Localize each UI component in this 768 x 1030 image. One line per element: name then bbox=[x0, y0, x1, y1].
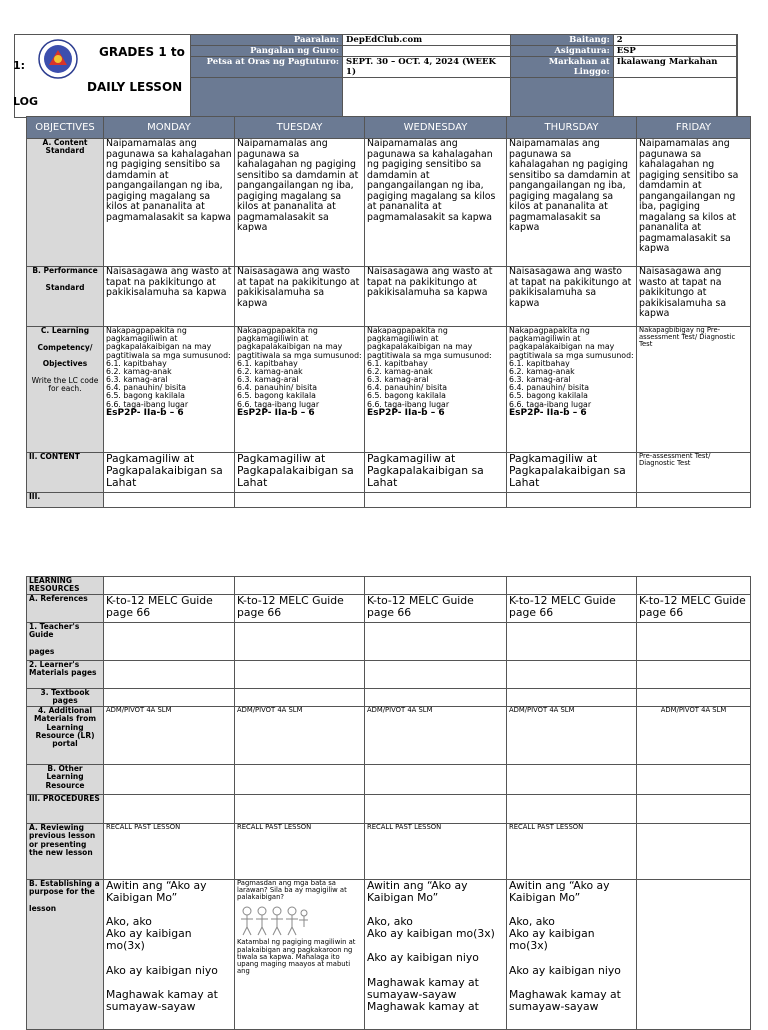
quarter-value: Ikalawang Markahan bbox=[613, 57, 736, 78]
cell-wed: Naisasagawa ang wasto at tapat na pakikitungo at pakikisalamuha sa kapwa bbox=[365, 267, 507, 327]
cell-mon: RECALL PAST LESSON bbox=[104, 824, 235, 880]
cell-mon: Naisasagawa ang wasto at tapat na pakikitungo at pakikisalamuha sa kapwa bbox=[104, 267, 235, 327]
teacher-value bbox=[343, 46, 511, 57]
date-value: SEPT. 30 – OCT. 4, 2024 (WEEK 1) bbox=[343, 57, 511, 78]
cell-mon: K-to-12 MELC Guide page 66 bbox=[104, 595, 235, 623]
cell-mon: ADM/PIVOT 4A SLM bbox=[104, 707, 235, 765]
section-3-label: III. bbox=[27, 493, 104, 508]
col-wednesday: WEDNESDAY bbox=[365, 117, 507, 139]
cell-fri: Naisasagawa ang wasto at tapat na pakikitungo at pakikisalamuha sa kapwa bbox=[637, 267, 751, 327]
table-row bbox=[27, 139, 751, 267]
header-title-line2: DAILY LESSON bbox=[87, 80, 183, 94]
cell-wed: Pagkamagiliw at Pagkapalakaibigan sa Lahat bbox=[365, 453, 507, 493]
quarter-label: Markahan at Linggo: bbox=[511, 57, 613, 78]
cell-thu: K-to-12 MELC Guide page 66 bbox=[507, 595, 637, 623]
cell-thu: RECALL PAST LESSON bbox=[507, 824, 637, 880]
cell-tue: Pagmasdan ang mga bata sa larawan? Sila ba ay magigiliw at palakaibigan? Katambal ng pagiging magiliwin at palakaibigan ang pagkakaroon ng tiwala sa kapwa. Mahalaga ito upang maging maayos at mabuti ang bbox=[235, 880, 365, 1030]
cell-mon: Naipamamalas ang pagunawa sa kahalagahan ng pagiging sensitibo sa damdamin at pangangailangan ng iba, pagiging magalang sa kilos at pananalita at pagmamalasakit sa kapwa bbox=[104, 139, 235, 267]
header-title-line1: GRADES 1 to bbox=[99, 45, 185, 59]
cell-fri: ADM/PIVOT 4A SLM bbox=[637, 707, 751, 765]
cell-thu: Nakapagpapakita ng pagkamagiliwin at pagkapalakaibigan na may pagtitiwala sa mga sumusunod: 6.1. kapitbahay 6.2. kamag-anak 6.3. kamag-aral 6.4. panauhin/ bisita 6.5. bagong kakilala 6.6. taga-ibang lugar EsP2P- IIa-b – 6 bbox=[507, 327, 637, 453]
table-row bbox=[27, 661, 751, 689]
cell-thu: Pagkamagiliw at Pagkapalakaibigan sa Lahat bbox=[507, 453, 637, 493]
cell-thu: Awitin ang “Ako ay Kaibigan Mo” Ako, ako Ako ay kaibigan mo(3x) Ako ay kaibigan niyo Maghawak kamay at sumayaw-sayaw bbox=[507, 880, 637, 1030]
references-label: A. References bbox=[27, 595, 104, 623]
cell-thu: Naisasagawa ang wasto at tapat na pakikitungo at pakikisalamuha sa kapwa bbox=[507, 267, 637, 327]
competency-label: C. Learning Competency/ Objectives Write the LC code for each. bbox=[27, 327, 104, 453]
cell-wed: RECALL PAST LESSON bbox=[365, 824, 507, 880]
cell-wed: ADM/PIVOT 4A SLM bbox=[365, 707, 507, 765]
content-standard-label: A. Content Standard bbox=[27, 139, 104, 267]
table-row bbox=[27, 595, 751, 623]
cell-wed: Awitin ang “Ako ay Kaibigan Mo” Ako, ako Ako ay kaibigan mo(3x) Ako ay kaibigan niyo Maghawak kamay at sumayaw-sayaw Maghawak kamay at bbox=[365, 880, 507, 1030]
cell-wed: K-to-12 MELC Guide page 66 bbox=[365, 595, 507, 623]
cell-wed: Nakapagpapakita ng pagkamagiliwin at pagkapalakaibigan na may pagtitiwala sa mga sumusunod: 6.1. kapitbahay 6.2. kamag-anak 6.3. kamag-aral 6.4. panauhin/ bisita 6.5. bagong kakilala 6.6. taga-ibang lugar EsP2P- IIa-b – 6 bbox=[365, 327, 507, 453]
header-title-line3: LOG bbox=[13, 95, 38, 108]
cell-wed: Naipamamalas ang pagunawa sa kahalagahan ng pagiging sensitibo sa damdamin at pangangailangan ng iba, pagiging magalang sa kilos at pananalita at pagmamalasakit sa kapwa bbox=[365, 139, 507, 267]
content-label: II. CONTENT bbox=[27, 453, 104, 493]
cell-fri: Nakapagbibigay ng Pre-assessment Test/ Diagnostic Test bbox=[637, 327, 751, 453]
table-row bbox=[27, 327, 751, 453]
textbook-label: 3. Textbook pages bbox=[27, 689, 104, 707]
children-picture bbox=[237, 903, 309, 937]
header-info-grid bbox=[190, 34, 737, 122]
cell-mon: Awitin ang “Ako ay Kaibigan Mo” Ako, ako Ako ay kaibigan mo(3x) Ako ay kaibigan niyo Maghawak kamay at sumayaw-sayaw bbox=[104, 880, 235, 1030]
cell-fri: K-to-12 MELC Guide page 66 bbox=[637, 595, 751, 623]
cell-mon: Pagkamagiliw at Pagkapalakaibigan sa Lahat bbox=[104, 453, 235, 493]
col-tuesday: TUESDAY bbox=[235, 117, 365, 139]
table-row bbox=[27, 707, 751, 765]
cell-tue: Naipamamalas ang pagunawa sa kahalagahan ng pagiging sensitibo sa damdamin at pangangailangan ng iba, pagiging magalang sa kilos at pananalita at pagmamalasakit sa kapwa bbox=[235, 139, 365, 267]
teachers-guide-label: 1. Teacher's Guide pages bbox=[27, 623, 104, 661]
deped-seal-icon bbox=[38, 39, 78, 79]
procedures-label: III. PROCEDURES bbox=[27, 795, 104, 824]
table-row bbox=[27, 765, 751, 795]
cell-tue: ADM/PIVOT 4A SLM bbox=[235, 707, 365, 765]
table-row bbox=[27, 267, 751, 327]
subject-value: ESP bbox=[613, 46, 736, 57]
cell-fri: Naipamamalas ang pagunawa sa kahalagahan ng pagiging sensitibo sa damdamin at pangangailangan ng iba, pagiging magalang sa kilos at pananalita at pagmamalasakit sa kapwa bbox=[637, 139, 751, 267]
date-label: Petsa at Oras ng Pagtuturo: bbox=[191, 57, 343, 78]
additional-materials-label: 4. Additional Materials from Learning Resource (LR) portal bbox=[27, 707, 104, 765]
grade-value: 2 bbox=[613, 35, 736, 46]
lesson-log-header bbox=[14, 34, 738, 118]
subject-label: Asignatura: bbox=[511, 46, 613, 57]
learners-materials-label: 2. Learner's Materials pages bbox=[27, 661, 104, 689]
table-row bbox=[27, 453, 751, 493]
cell-tue: Naisasagawa ang wasto at tapat na pakikitungo at pakikisalamuha sa kapwa bbox=[235, 267, 365, 327]
grade-label: Baitang: bbox=[511, 35, 613, 46]
col-thursday: THURSDAY bbox=[507, 117, 637, 139]
teacher-label: Pangalan ng Guro: bbox=[191, 46, 343, 57]
establishing-purpose-label: B. Establishing a purpose for the lesson bbox=[27, 880, 104, 1030]
col-friday: FRIDAY bbox=[637, 117, 751, 139]
reviewing-label: A. Reviewing previous lesson or presenting the new lesson bbox=[27, 824, 104, 880]
cell-tue: Nakapagpapakita ng pagkamagiliwin at pagkapalakaibigan na may pagtitiwala sa mga sumusunod: 6.1. kapitbahay 6.2. kamag-anak 6.3. kamag-aral 6.4. panauhin/ bisita 6.5. bagong kakilala 6.6. taga-ibang lugar EsP2P- IIa-b – 6 bbox=[235, 327, 365, 453]
school-value: DepEdClub.com bbox=[343, 35, 511, 46]
table-row bbox=[27, 880, 751, 1030]
school-label: Paaralan: bbox=[191, 35, 343, 46]
table-row bbox=[27, 824, 751, 880]
table-row bbox=[27, 795, 751, 824]
learning-resources-label: LEARNING RESOURCES bbox=[27, 577, 104, 595]
table-row bbox=[27, 493, 751, 508]
performance-standard-label: B. Performance Standard bbox=[27, 267, 104, 327]
header-number: 1: bbox=[13, 59, 26, 72]
cell-fri: Pre-assessment Test/ Diagnostic Test bbox=[637, 453, 751, 493]
table-row bbox=[27, 623, 751, 661]
cell-tue: Pagkamagiliw at Pagkapalakaibigan sa Lahat bbox=[235, 453, 365, 493]
table-row bbox=[27, 689, 751, 707]
objectives-table bbox=[26, 116, 751, 508]
cell-thu: ADM/PIVOT 4A SLM bbox=[507, 707, 637, 765]
other-resources-label: B. Other Learning Resource bbox=[27, 765, 104, 795]
cell-tue: K-to-12 MELC Guide page 66 bbox=[235, 595, 365, 623]
cell-mon: Nakapagpapakita ng pagkamagiliwin at pagkapalakaibigan na may pagtitiwala sa mga sumusunod: 6.1. kapitbahay 6.2. kamag-anak 6.3. kamag-aral 6.4. panauhin/ bisita 6.5. bagong kakilala 6.6. taga-ibang lugar EsP2P- IIa-b – 6 bbox=[104, 327, 235, 453]
col-objectives: OBJECTIVES bbox=[27, 117, 104, 139]
cell-thu: Naipamamalas ang pagunawa sa kahalagahan ng pagiging sensitibo sa damdamin at pangangailangan ng iba, pagiging magalang sa kilos at pananalita at pagmamalasakit sa kapwa bbox=[507, 139, 637, 267]
resources-procedures-table bbox=[26, 576, 751, 1030]
col-monday: MONDAY bbox=[104, 117, 235, 139]
cell-tue: RECALL PAST LESSON bbox=[235, 824, 365, 880]
table-row bbox=[27, 577, 751, 595]
